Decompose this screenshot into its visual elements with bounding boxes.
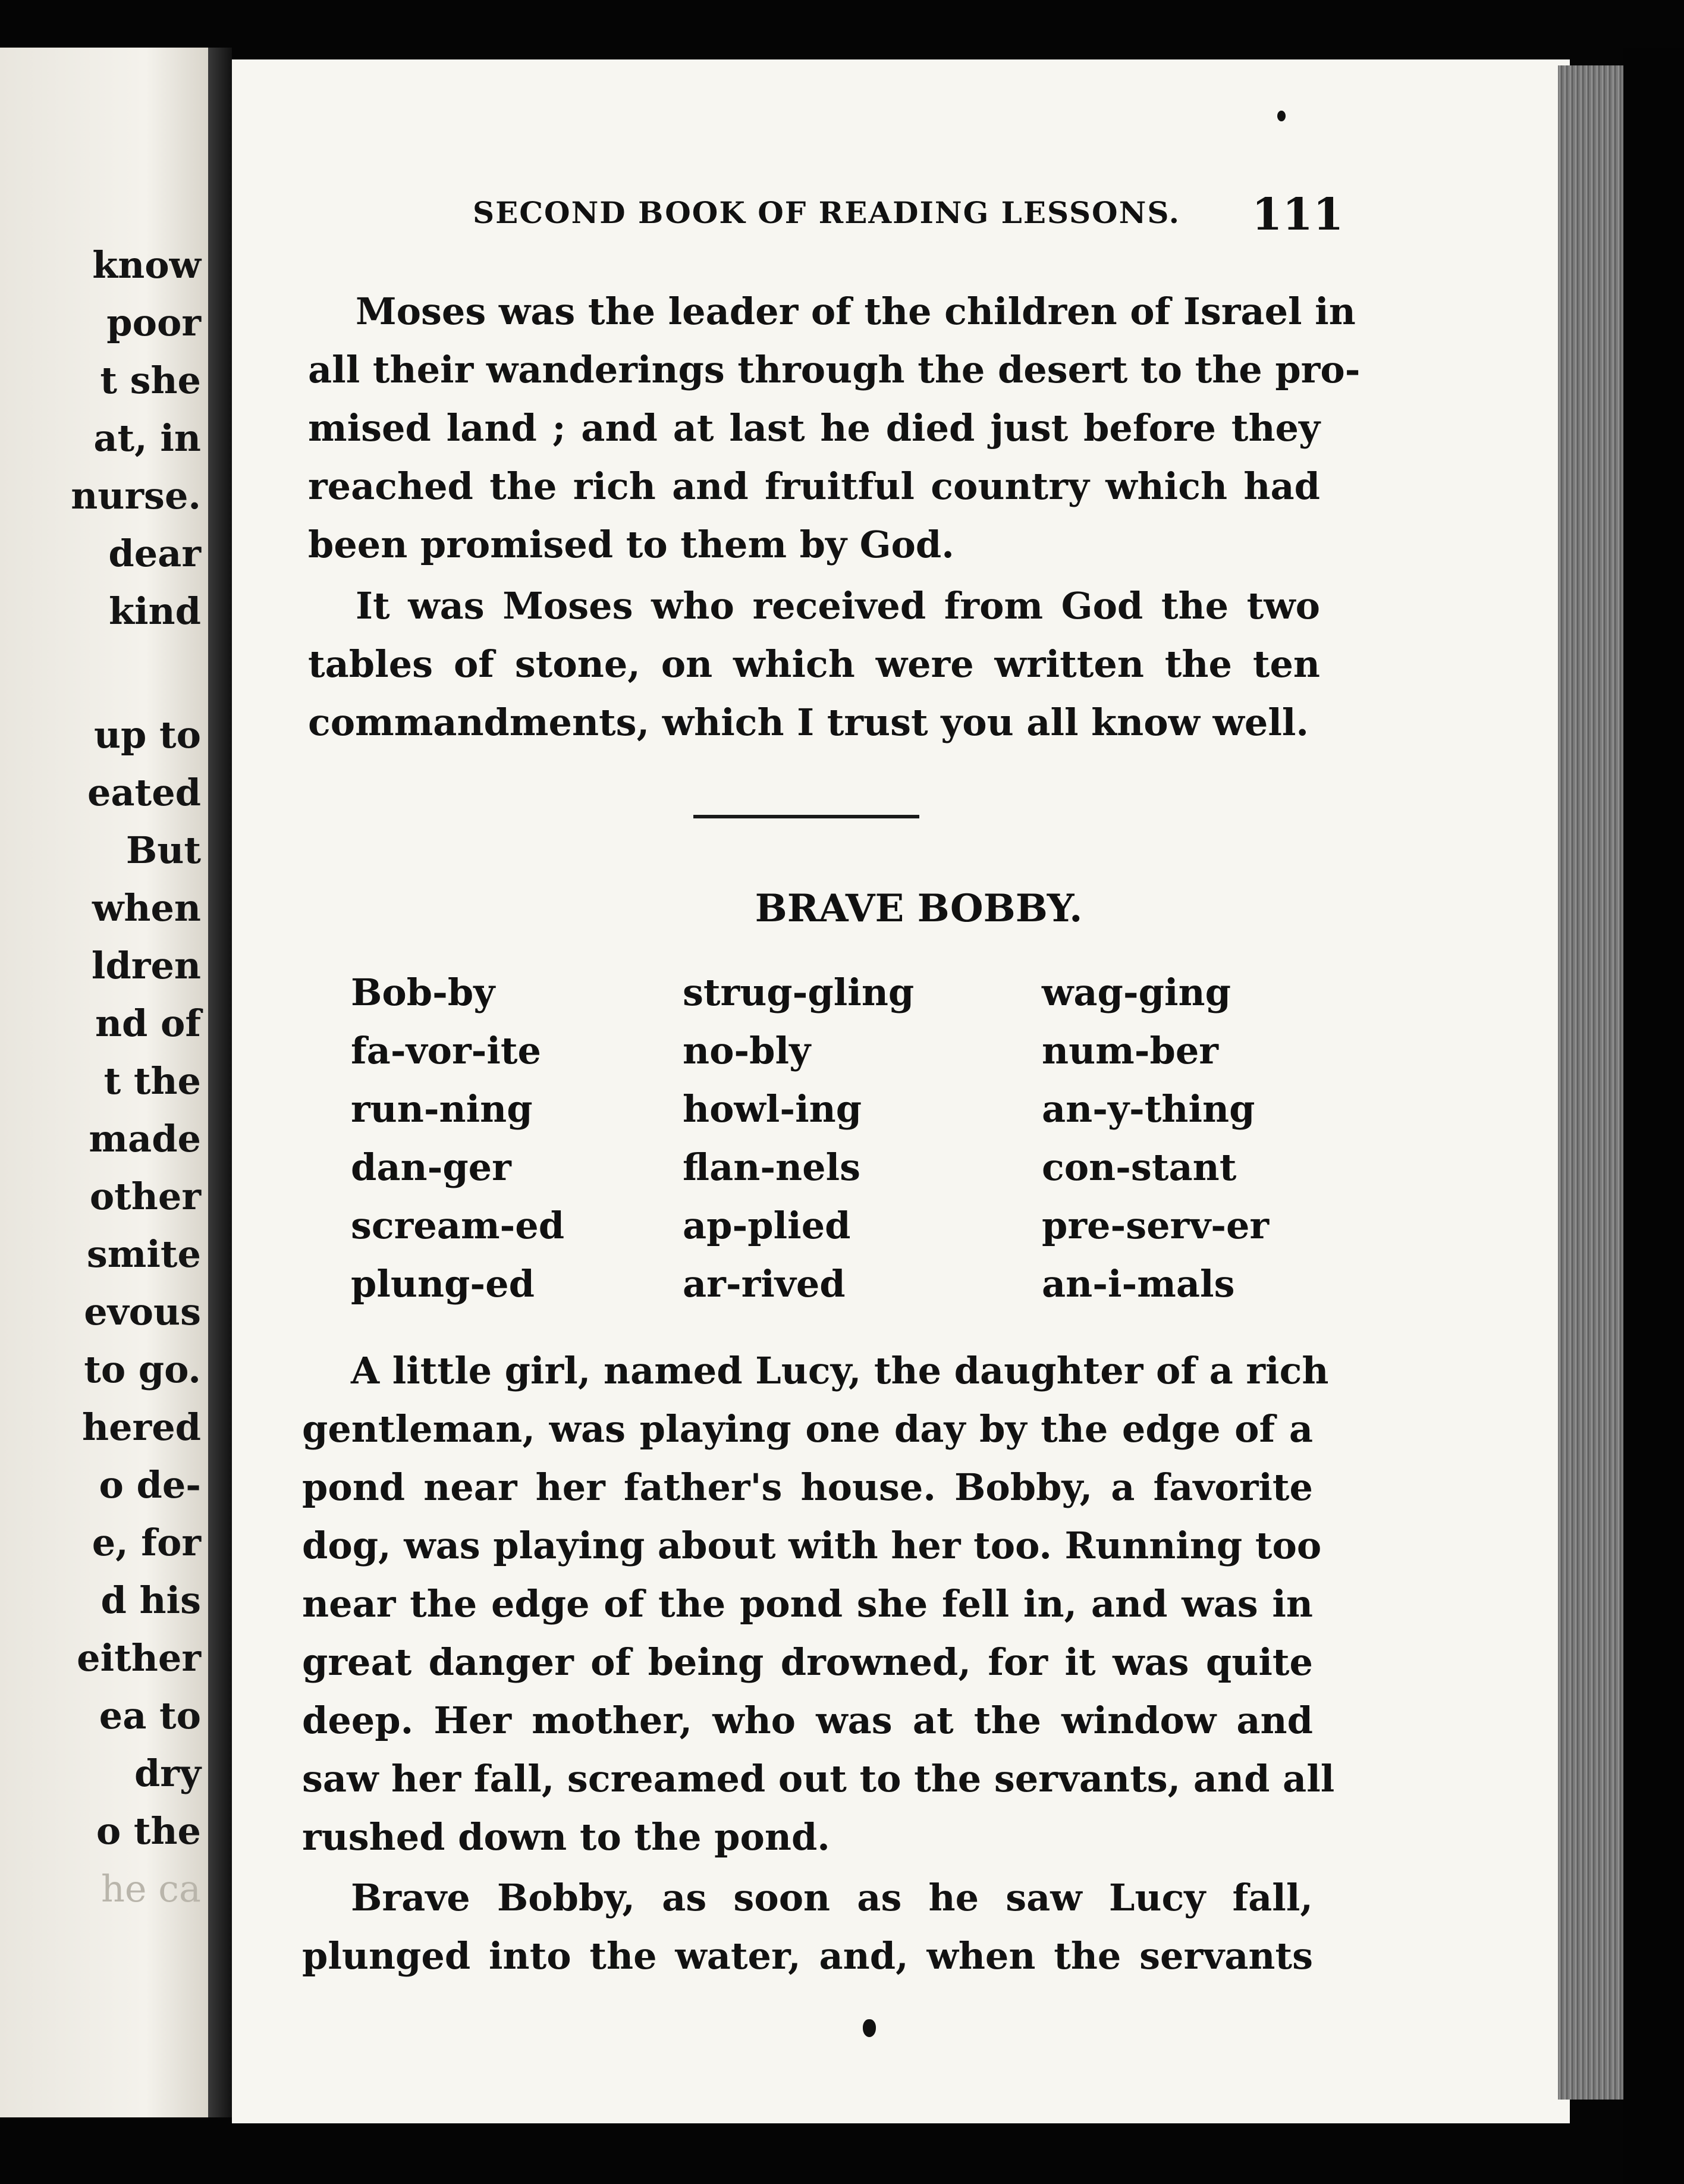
- left-page-line-fragment: dry: [134, 1752, 201, 1795]
- left-page-line-fragment: he ca: [100, 1867, 201, 1910]
- left-page-line-fragment: evous: [84, 1290, 201, 1333]
- left-page-line-fragment: kind: [109, 589, 201, 633]
- text-line: tables of stone, on which were written the ten: [308, 642, 1320, 686]
- left-page-line-fragment: nurse.: [71, 474, 201, 517]
- text-line: great danger of being drowned, for it was quite: [302, 1640, 1313, 1684]
- left-page-line-fragment: eated: [87, 771, 201, 814]
- running-header: SECOND BOOK OF READING LESSONS.: [473, 195, 1181, 230]
- spelling-word: plung-ed: [351, 1262, 535, 1306]
- spelling-word: ar-rived: [683, 1262, 846, 1306]
- left-page-line-fragment: hered: [82, 1405, 201, 1449]
- text-line: saw her fall, screamed out to the servants, and all: [302, 1757, 1335, 1800]
- book-gutter: [208, 48, 232, 2117]
- left-page-line-fragment: at, in: [93, 416, 201, 460]
- left-page-line-fragment: when: [92, 886, 201, 930]
- text-line: mised land ; and at last he died just before they: [308, 406, 1320, 450]
- spelling-word: an-y-thing: [1042, 1087, 1255, 1131]
- spelling-word: strug-gling: [683, 971, 915, 1014]
- spelling-word: dan-ger: [351, 1146, 511, 1189]
- spelling-word: fa-vor-ite: [351, 1029, 541, 1072]
- spelling-word: flan-nels: [683, 1146, 861, 1189]
- page-edge-stack: [1558, 65, 1623, 2100]
- left-page-line-fragment: t she: [100, 359, 201, 402]
- text-line: gentleman, was playing one day by the edge of a: [302, 1407, 1313, 1451]
- spelling-word: num-ber: [1042, 1029, 1218, 1072]
- spelling-word: con-stant: [1042, 1146, 1237, 1189]
- lesson-title: [232, 886, 1570, 931]
- left-page-line-fragment: d his: [100, 1579, 201, 1622]
- text-line: Moses was the leader of the children of Israel in: [356, 290, 1356, 333]
- left-page-line-fragment: know: [92, 243, 201, 287]
- scan-border: [1623, 48, 1684, 2184]
- text-line: commandments, which I trust you all know well.: [308, 701, 1309, 744]
- spelling-word: an-i-mals: [1042, 1262, 1235, 1306]
- left-page-line-fragment: nd of: [95, 1002, 201, 1045]
- left-page-line-fragment: either: [77, 1636, 201, 1680]
- left-page-line-fragment: dear: [108, 532, 201, 575]
- lesson-title-text: BRAVE BOBBY.: [755, 886, 1083, 931]
- text-line: deep. Her mother, who was at the window and: [302, 1699, 1313, 1742]
- spelling-word: run-ning: [351, 1087, 533, 1131]
- spelling-word: scream-ed: [351, 1204, 565, 1247]
- left-page-line-fragment: poor: [106, 301, 201, 344]
- text-line: all their wanderings through the desert to the pro-: [308, 348, 1361, 391]
- spelling-word: no-bly: [683, 1029, 811, 1072]
- spelling-word: howl-ing: [683, 1087, 862, 1131]
- left-page-line-fragment: other: [89, 1175, 201, 1218]
- page-number: 111: [1252, 189, 1344, 240]
- left-page-line-fragment: made: [89, 1117, 201, 1160]
- text-line: dog, was playing about with her too. Running too: [302, 1524, 1322, 1567]
- text-line: near the edge of the pond she fell in, and was in: [302, 1582, 1313, 1626]
- left-page-line-fragment: to go.: [84, 1348, 201, 1391]
- spelling-word: pre-serv-er: [1042, 1204, 1270, 1247]
- left-page-line-fragment: But: [125, 829, 201, 872]
- left-page-line-fragment: o de-: [99, 1463, 201, 1507]
- text-line: plunged into the water, and, when the servants: [302, 1934, 1313, 1978]
- text-line: pond near her father's house. Bobby, a favorite: [302, 1466, 1313, 1509]
- text-line: rushed down to the pond.: [302, 1815, 830, 1859]
- left-facing-page: [0, 48, 208, 2117]
- text-line: A little girl, named Lucy, the daughter of a rich: [351, 1349, 1329, 1392]
- text-line: Brave Bobby, as soon as he saw Lucy fall,: [351, 1876, 1313, 1919]
- left-page-line-fragment: t the: [103, 1059, 201, 1103]
- left-page-line-fragment: o the: [96, 1809, 201, 1853]
- spelling-word: Bob-by: [351, 971, 495, 1014]
- ink-speck: [863, 2019, 876, 2037]
- left-page-line-fragment: ea to: [99, 1694, 201, 1737]
- section-divider-rule: [693, 815, 919, 818]
- left-page-line-fragment: up to: [93, 713, 201, 757]
- spelling-word: ap-plied: [683, 1204, 851, 1247]
- left-page-line-fragment: smite: [86, 1232, 201, 1276]
- ink-speck: [1277, 111, 1286, 121]
- spelling-word: wag-ging: [1042, 971, 1231, 1014]
- text-line: been promised to them by God.: [308, 523, 954, 566]
- left-page-line-fragment: ldren: [91, 944, 201, 987]
- text-line: reached the rich and fruitful country which had: [308, 465, 1320, 508]
- text-line: It was Moses who received from God the two: [356, 584, 1320, 627]
- left-page-line-fragment: e, for: [92, 1521, 201, 1564]
